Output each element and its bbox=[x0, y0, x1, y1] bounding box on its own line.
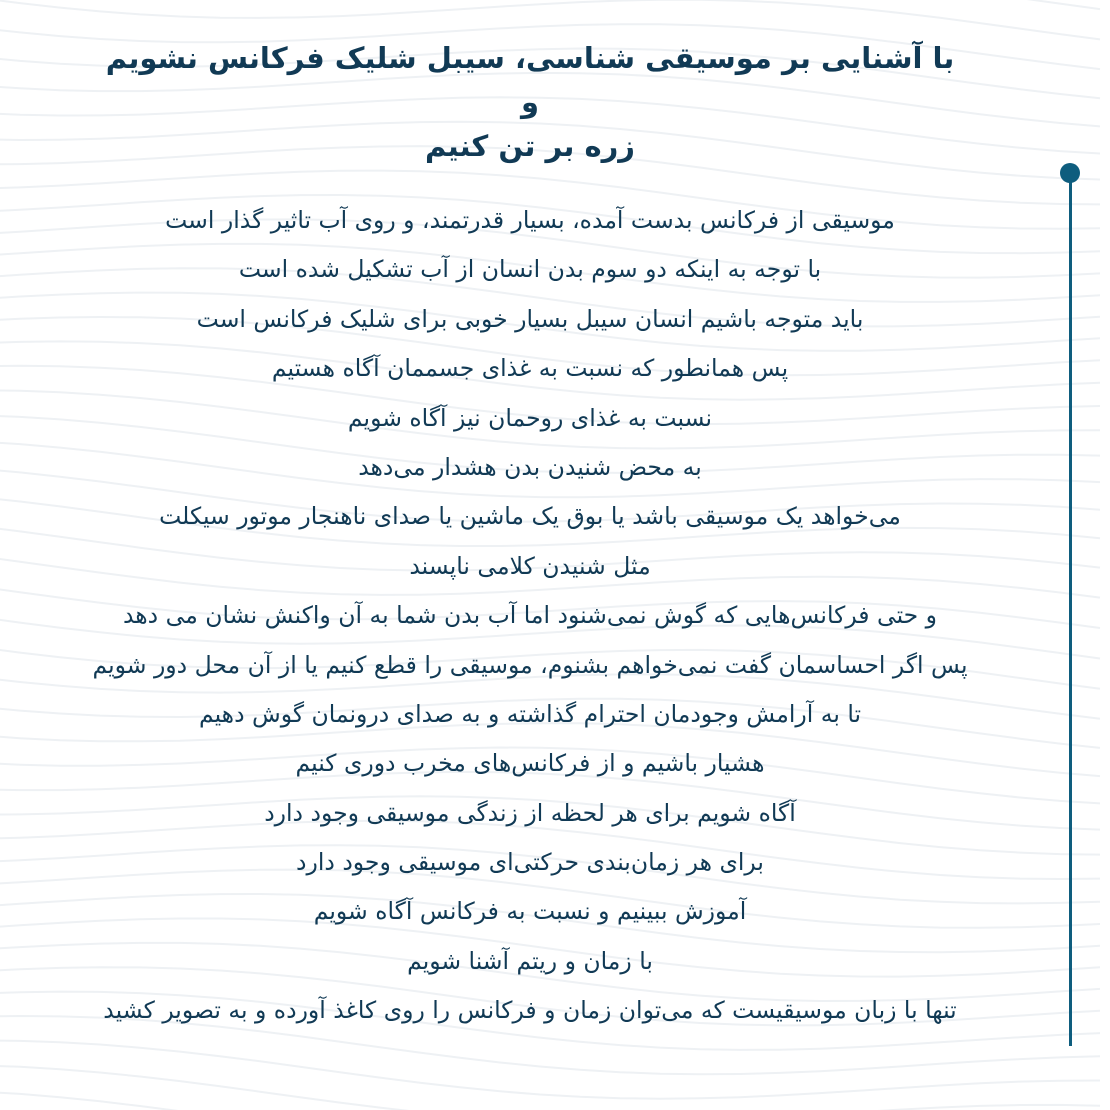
body-line-1: موسیقی از فرکانس بدست آمده، بسیار قدرتمند، و روی آب تاثیر گذار است bbox=[165, 206, 895, 234]
title-line-1: با آشنایی بر موسیقی شناسی، سیبل شلیک فرکانس نشویم bbox=[105, 41, 955, 75]
body-line-7: می‌خواهد یک موسیقی باشد یا بوق یک ماشین یا صدای ناهنجار موتور سیکلت bbox=[159, 502, 901, 531]
title-block bbox=[60, 36, 1000, 168]
body-line-14: برای هر زمان‌بندی حرکتی‌ای موسیقی وجود دارد bbox=[296, 848, 764, 877]
body-line-8: مثل شنیدن کلامی ناپسند bbox=[409, 551, 651, 580]
background-wave-line bbox=[0, 1040, 1100, 1098]
body-line-3: باید متوجه باشیم انسان سیبل بسیار خوبی برای شلیک فرکانس است bbox=[196, 304, 864, 333]
title-line-2: و bbox=[520, 85, 540, 119]
body-line-4: پس همانطور که نسبت به غذای جسممان آگاه هستیم bbox=[271, 354, 789, 383]
body-line-12: هشیار باشیم و از فرکانس‌های مخرب دوری کنیم bbox=[295, 749, 765, 778]
body-line-17: تنها با زبان موسیقیست که می‌توان زمان و فرکانس را روی کاغذ آورده و به تصویر کشید bbox=[103, 996, 957, 1025]
body-line-6: به محض شنیدن بدن هشدار می‌دهد bbox=[358, 452, 702, 481]
body-line-13: آگاه شویم برای هر لحظه از زندگی موسیقی وجود دارد bbox=[264, 798, 796, 827]
body-line-2: با توجه به اینکه دو سوم بدن انسان از آب تشکیل شده است bbox=[238, 255, 822, 284]
background-wave-line bbox=[0, 0, 1100, 39]
body-text-block bbox=[20, 196, 1040, 1036]
title-line-3: زره بر تن کنیم bbox=[425, 129, 635, 163]
body-line-5: نسبت به غذای روحمان نیز آگاه شویم bbox=[347, 403, 713, 432]
timeline-vertical-line bbox=[1069, 178, 1072, 1046]
body-line-10: پس اگر احساسمان گفت نمی‌خواهم بشنوم، موسیقی را قطع کنیم یا از آن محل دور شویم bbox=[92, 650, 968, 679]
background-wave-line bbox=[0, 0, 1100, 9]
body-line-16: با زمان و ریتم آشنا شویم bbox=[407, 946, 653, 975]
background-wave-line bbox=[0, 1092, 1100, 1110]
body-line-9: و حتی فرکانس‌هایی که گوش نمی‌شنود اما آب بدن شما به آن واکنش نشان می دهد bbox=[122, 601, 938, 630]
background-wave-line bbox=[0, 1065, 1100, 1110]
body-line-11: تا به آرامش وجودمان احترام گذاشته و به صدای درونمان گوش دهیم bbox=[198, 699, 862, 728]
body-line-15: آموزش ببینیم و نسبت به فرکانس آگاه شویم bbox=[313, 897, 747, 926]
